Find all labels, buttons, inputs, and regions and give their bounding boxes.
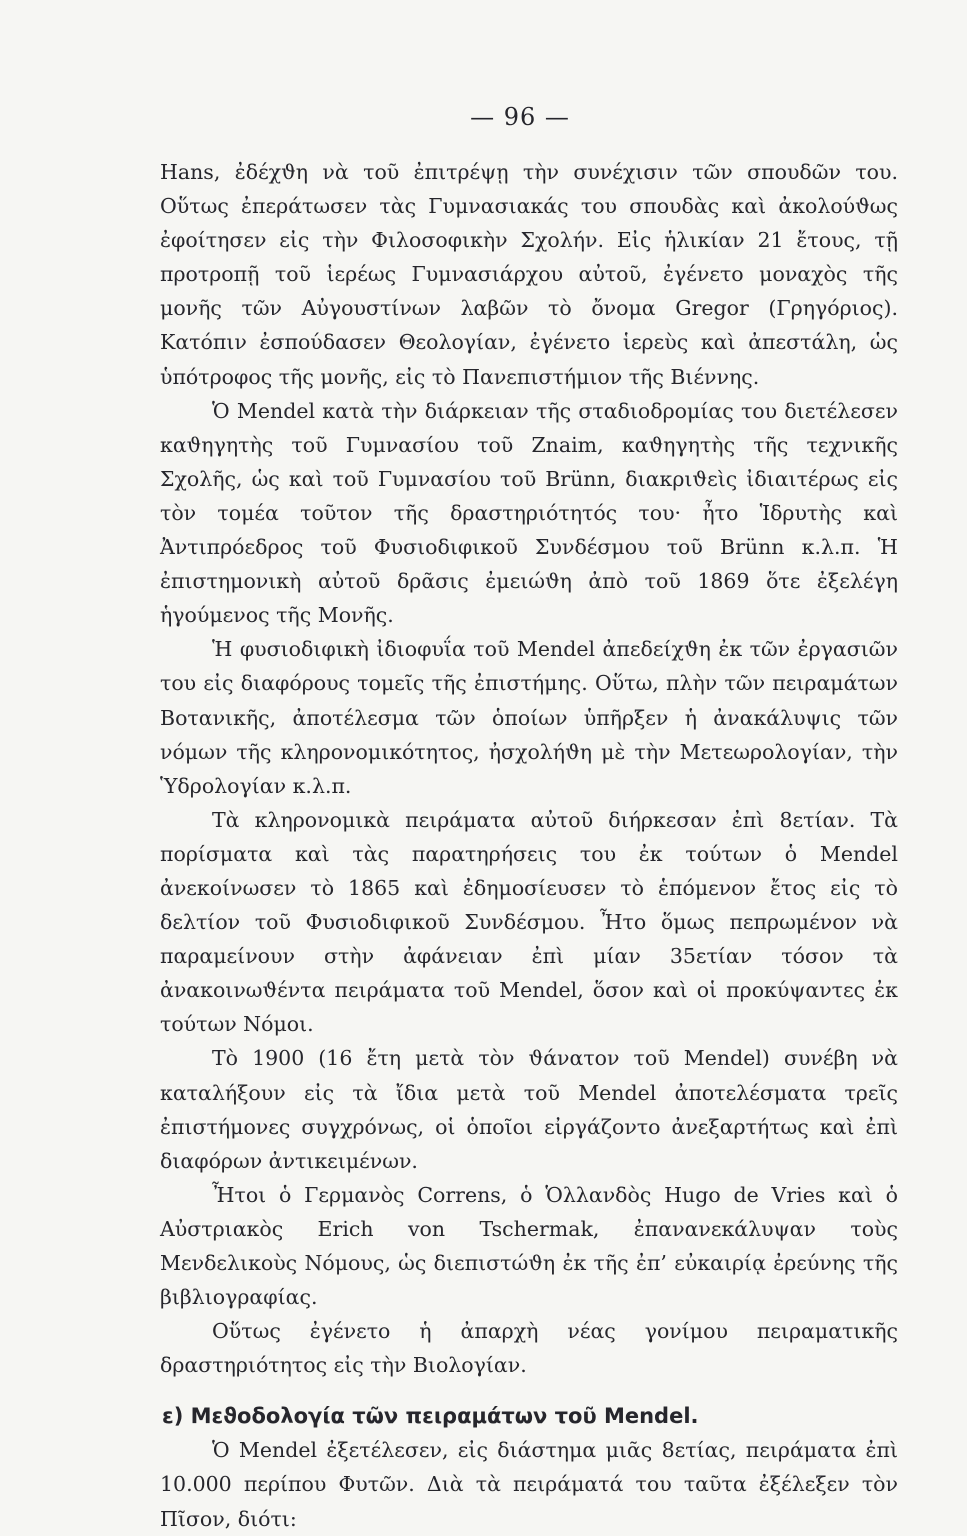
paragraph-methodology: Ὁ Mendel ἐξετέλεσεν, εἰς διάστημα μιᾶς 8ετίας, πειράματα ἐπὶ 10.000 περίπου Φυτῶν. Διὰ τὰ πειράματά του ταῦτα ἐξέλεξεν τὸν Πῖσον, διότι:: [160, 1438, 898, 1531]
paragraph-rediscovery-1900: Τὸ 1900 (16 ἔτη μετὰ τὸν ϑάνατον τοῦ Mendel) συνέβη νὰ καταλήξουν εἰς τὰ ἴδια μετὰ τοῦ Mendel ἀποτελέσματα τρεῖς ἐπιστήμονες συγχρόνως, οἱ ὁποῖοι εἰργάζοντο ἀνεξαρτήτως καὶ ἐπὶ διαφόρων ἀντικειμένων.: [160, 1046, 898, 1173]
paragraph-studies: Hans, ἐδέχϑη νὰ τοῦ ἐπιτρέψῃ τὴν συνέχισιν τῶν σπουδῶν του. Οὕτως ἐπεράτωσεν τὰς Γυμνασιακάς του σπουδὰς καὶ ἀκολούϑως ἐφοίτησεν εἰς τὴν Φιλοσοφικὴν Σχολήν. Εἰς ἡλικίαν 21 ἔτους, τῇ προτροπῇ τοῦ ἱερέως Γυμνασιάρχου αὐτοῦ, ἐγένετο μοναχὸς τῆς μονῆς τῶν Αὐγουστίνων λαβῶν τὸ ὄνομα Gregor (Γρηγόριος). Κατόπιν ἐσπούδασεν Θεολογίαν, ἐγένετο ἱερεὺς καὶ ἀπεστάλη, ὡς ὑπότροφος τῆς μονῆς, εἰς τὸ Πανεπιστήμιον τῆς Βιέννης.: [160, 160, 898, 389]
paragraph-experiments: Τὰ κληρονομικὰ πειράματα αὐτοῦ διήρκεσαν ἐπὶ 8ετίαν. Τὰ πορίσματα καὶ τὰς παρατηρήσεις του ἐκ τούτων ὁ Mendel ἀνεκοίνωσεν τὸ 1865 καὶ ἐδημοσίευσεν τὸ ἑπόμενον ἔτος εἰς τὸ δελτίον τοῦ Φυσιοδιφικοῦ Συνδέσμου. Ἦτο ὅμως πεπρωμένον νὰ παραμείνουν στὴν ἀφάνειαν ἐπὶ μίαν 35ετίαν τόσον τὰ ἀνακοινωϑέντα πειράματα τοῦ Mendel, ὅσον καὶ οἱ προκύψαντες ἐκ τούτων Νόμοι.: [160, 807, 898, 1037]
paragraph-genius: Ἡ φυσιοδιφικὴ ἰδιοφυΐα τοῦ Mendel ἀπεδείχϑη ἐκ τῶν ἐργασιῶν του εἰς διαφόρους τομεῖς τῆς ἐπιστήμης. Οὕτω, πλὴν τῶν πειραμάτων Βοτανικῆς, ἀποτέλεσμα τῶν ὁποίων ὑπῆρξεν ἡ ἀνακάλυψις τῶν νόμων τῆς κληρονομικότητος, ἠσχολήϑη μὲ τὴν Μετεωρολογίαν, τὴν Ὑδρολογίαν κ.λ.π.: [160, 637, 898, 798]
body-text: [160, 155, 898, 1536]
paragraph-career: Ὁ Mendel κατὰ τὴν διάρκειαν τῆς σταδιοδρομίας του διετέλεσεν καϑηγητὴς τοῦ Γυμνασίου τοῦ Znaim, καϑηγητὴς τῆς τεχνικῆς Σχολῆς, ὡς καὶ τοῦ Γυμνασίου τοῦ Brünn, διακριϑεὶς ἰδιαιτέρως εἰς τὸν τομέα τοῦτον τῆς δραστηριότητός του· ἦτο Ἱδρυτὴς καὶ Ἀντιπρόεδρος τοῦ Φυσιοδιφικοῦ Συνδέσμου τοῦ Brünn κ.λ.π. Ἡ ἐπιστημονικὴ αὐτοῦ δρᾶσις ἐμειώϑη ἀπὸ τοῦ 1869 ὅτε ἐξελέγη ἡγούμενος τῆς Μονῆς.: [160, 398, 898, 628]
paragraph-new-era: Οὕτως ἐγένετο ἡ ἀπαρχὴ νέας γονίμου πειραματικῆς δραστηριότητος εἰς τὴν Βιολογίαν.: [160, 1319, 898, 1378]
page-number: — 96 —: [470, 103, 570, 131]
paragraph-rediscoverers: Ἦτοι ὁ Γερμανὸς Correns, ὁ Ὁλλανδὸς Hugo de Vries καὶ ὁ Αὐστριακὸς Erich von Tschermak, ἐπανανεκάλυψαν τοὺς Μενδελικοὺς Νόμους, ὡς διεπιστώϑη ἐκ τῆς ἐπ’ εὐκαιρίᾳ ἐρεύνης τῆς βιβλιογραφίας.: [160, 1182, 898, 1310]
section-heading: ε) Μεϑοδολογία τῶν πειραμάτων τοῦ Mendel.: [162, 1404, 699, 1429]
